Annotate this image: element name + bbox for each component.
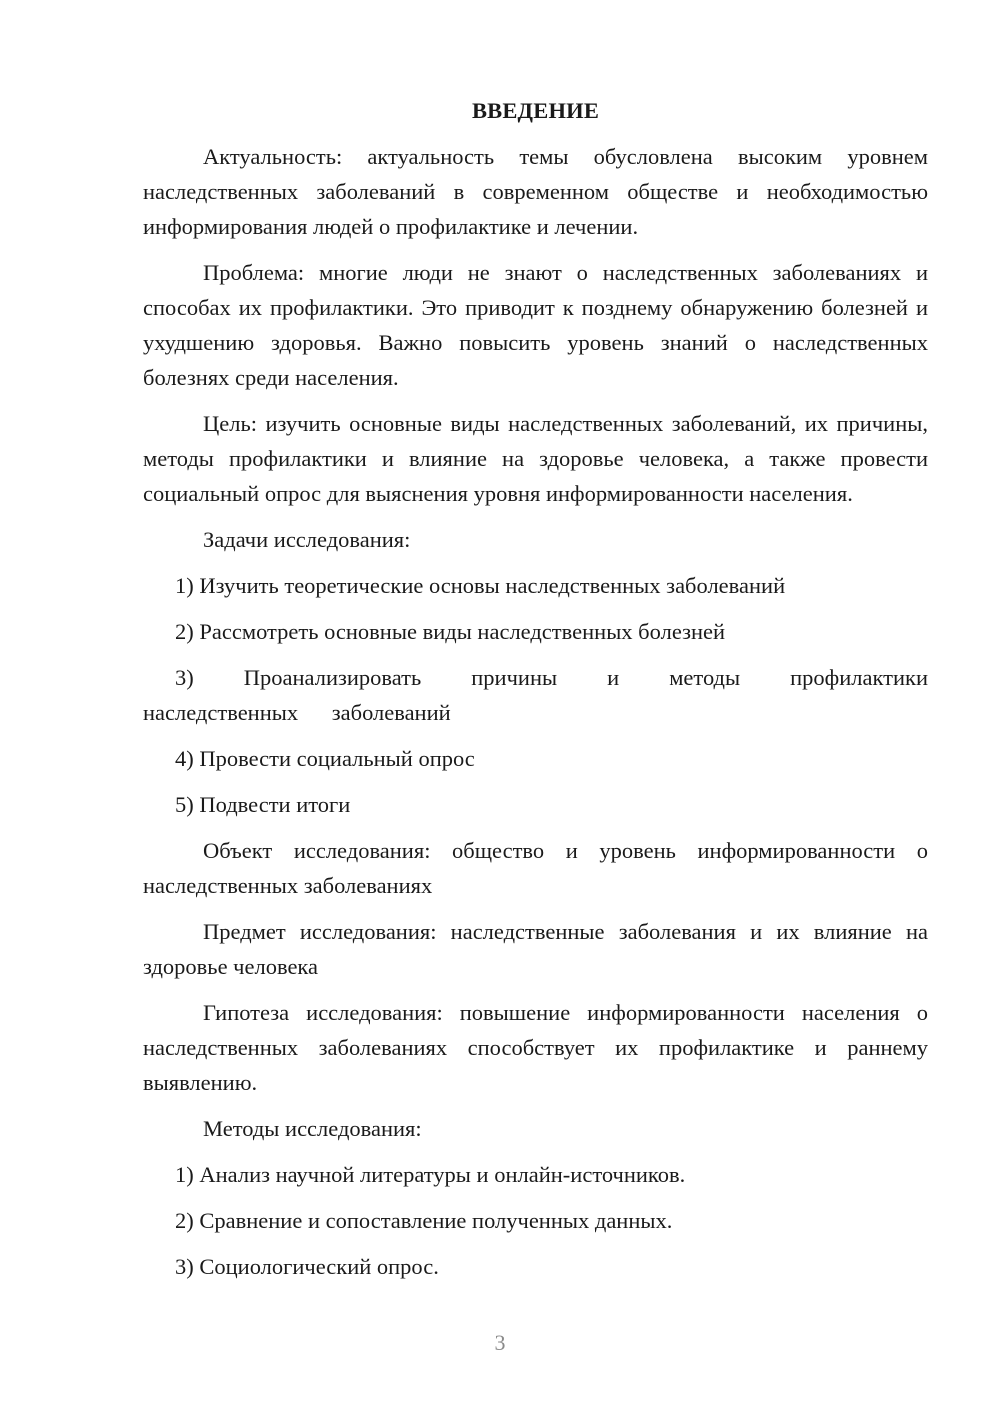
- task-item-2: 2) Рассмотреть основные виды наследственных болезней: [175, 619, 726, 644]
- tasks-heading: Задачи исследования:: [203, 527, 411, 552]
- method-item-2: 2) Сравнение и сопоставление полученных данных.: [175, 1208, 673, 1233]
- paragraph-problem: Проблема: многие люди не знают о наследственных заболеваниях и способах их профилактики. Это приводит к позднему обнаружению болезней и ухудшению здоровья. Важно повысить уровень знаний о наследственных болезнях среди населения.: [143, 260, 928, 390]
- method-item-3: 3) Социологический опрос.: [175, 1254, 439, 1279]
- methods-heading: Методы исследования:: [203, 1116, 422, 1141]
- paragraph-object: Объект исследования: общество и уровень информированности о наследственных заболеваниях: [143, 838, 928, 898]
- paragraph-relevance: Актуальность: актуальность темы обусловлена высоким уровнем наследственных заболеваний в современном обществе и необходимостью информирования людей о профилактике и лечении.: [143, 144, 928, 239]
- section-title: ВВЕДЕНИЕ: [471, 98, 600, 123]
- page-number: 3: [494, 1330, 506, 1355]
- task-item-5: 5) Подвести итоги: [175, 792, 351, 817]
- paragraph-subject: Предмет исследования: наследственные заболевания и их влияние на здоровье человека: [143, 919, 928, 979]
- paragraph-hypothesis: Гипотеза исследования: повышение информированности населения о наследственных заболеваниях способствует их профилактике и раннему выявлению.: [143, 1000, 928, 1095]
- method-item-1: 1) Анализ научной литературы и онлайн-источников.: [175, 1162, 686, 1187]
- task-item-3: 3) Проанализировать причины и методы профилактики наследственных заболеваний: [143, 665, 928, 725]
- task-item-4: 4) Провести социальный опрос: [175, 746, 475, 771]
- task-item-1: 1) Изучить теоретические основы наследственных заболеваний: [175, 573, 786, 598]
- document-page: [143, 93, 928, 1295]
- paragraph-goal: Цель: изучить основные виды наследственных заболеваний, их причины, методы профилактики и влияние на здоровье человека, а также провести социальный опрос для выяснения уровня информированности населения.: [143, 411, 928, 506]
